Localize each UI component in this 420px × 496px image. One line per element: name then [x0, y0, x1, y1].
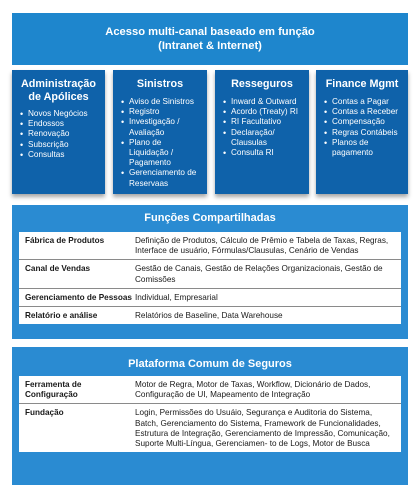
module-item: • Regras Contábeis: [324, 128, 404, 138]
row-text: Individual, Empresarial: [134, 292, 218, 302]
module-item: • Compensação: [324, 117, 404, 127]
banner-line-1: Acesso multi-canal baseado em função: [105, 26, 315, 38]
module-item: • Acordo (Treaty) RI: [223, 107, 305, 117]
module-title-line: Resseguros: [231, 78, 293, 90]
table-row: [19, 404, 401, 452]
module-item: • Plano de Liquidação / Pagamento: [121, 138, 203, 169]
banner-line-2: (Intranet & Internet): [158, 40, 262, 52]
row-text: Relatórios de Baseline, Data Warehouse: [135, 311, 283, 321]
module-item: • Aviso de Sinistros: [121, 97, 203, 107]
row-label: Relatório e análise: [25, 311, 98, 321]
shared-functions-table: [19, 232, 401, 324]
table-row: [19, 307, 401, 324]
row-text: Definição de Produtos, Cálculo de Prêmio e Tabela de Taxas, Regras, Interface de usuário, Fórmulas/Clausulas, Cenário de Vendas: [135, 236, 389, 256]
module-item: • Subscrição: [20, 140, 101, 150]
table-row: [19, 232, 401, 260]
section-title: Funções Compartilhadas: [144, 212, 276, 224]
module-item-list: [215, 91, 309, 158]
section-title: Plataforma Comum de Seguros: [128, 358, 292, 370]
module-item: • Renovação: [20, 129, 101, 139]
table-row: [19, 289, 401, 307]
module-item: • RI Facultativo: [223, 117, 305, 127]
module-title-line: de Apólices: [28, 91, 89, 103]
module-item: • Novos Negócios: [20, 109, 101, 119]
multichannel-access-banner: [12, 13, 408, 65]
module-finance-management: [316, 70, 408, 194]
module-title-line: Finance Mgmt: [325, 78, 399, 90]
row-label: Fundação: [25, 408, 64, 418]
module-item: • Planos de pagamento: [324, 138, 404, 158]
module-item-list: [113, 91, 207, 189]
module-item: • Consultas: [20, 150, 101, 160]
module-item: • Contas a Pagar: [324, 97, 404, 107]
module-claims: [113, 70, 207, 194]
shared-functions-section: [12, 205, 408, 339]
module-title-line: Administração: [21, 78, 96, 90]
common-platform-section: [12, 347, 408, 485]
module-item: • Gerenciamento de Reservaas: [121, 168, 203, 188]
module-title-line: Sinistros: [136, 78, 184, 90]
module-reinsurance: [215, 70, 309, 194]
module-item: • Inward & Outward: [223, 97, 305, 107]
table-row: [19, 260, 401, 288]
module-item: • Contas a Receber: [324, 107, 404, 117]
module-item: • Investigação / Avaliação: [121, 117, 203, 137]
module-item: • Declaração/ Clausulas: [223, 128, 305, 148]
row-label: Canal de Vendas: [25, 264, 91, 274]
module-item: • Consulta RI: [223, 148, 305, 158]
row-text: Motor de Regra, Motor de Taxas, Workflow, Dicionário de Dados, Configuração de UI, Mapeamento de Integração: [135, 380, 371, 400]
row-text: Login, Permissões do Usuáio, Segurança e Auditoria do Sistema, Batch, Gerenciamento do Sistema, Framework de Funcionalidades, Estrutura de Integração, Gerenciamento de Impressão, Comunicação, Suporte Multi-Língua, Gerenciamen- to de Logs, Motor de Busca: [135, 408, 390, 449]
row-text: Gestão de Canais, Gestão de Relações Organizacionais, Gestão de Comissões: [135, 264, 383, 284]
module-item-list: [12, 104, 105, 160]
module-item: • Endossos: [20, 119, 101, 129]
row-label: Fábrica de Produtos: [25, 236, 105, 245]
row-label: Gerenciamento de Pessoas: [25, 292, 132, 302]
module-item-list: [316, 91, 408, 158]
row-label: Ferramenta de Configuração: [25, 380, 82, 400]
common-platform-table: [19, 376, 401, 452]
module-policy-administration: [12, 70, 105, 194]
table-row: [19, 376, 401, 404]
module-item: • Registro: [121, 107, 203, 117]
